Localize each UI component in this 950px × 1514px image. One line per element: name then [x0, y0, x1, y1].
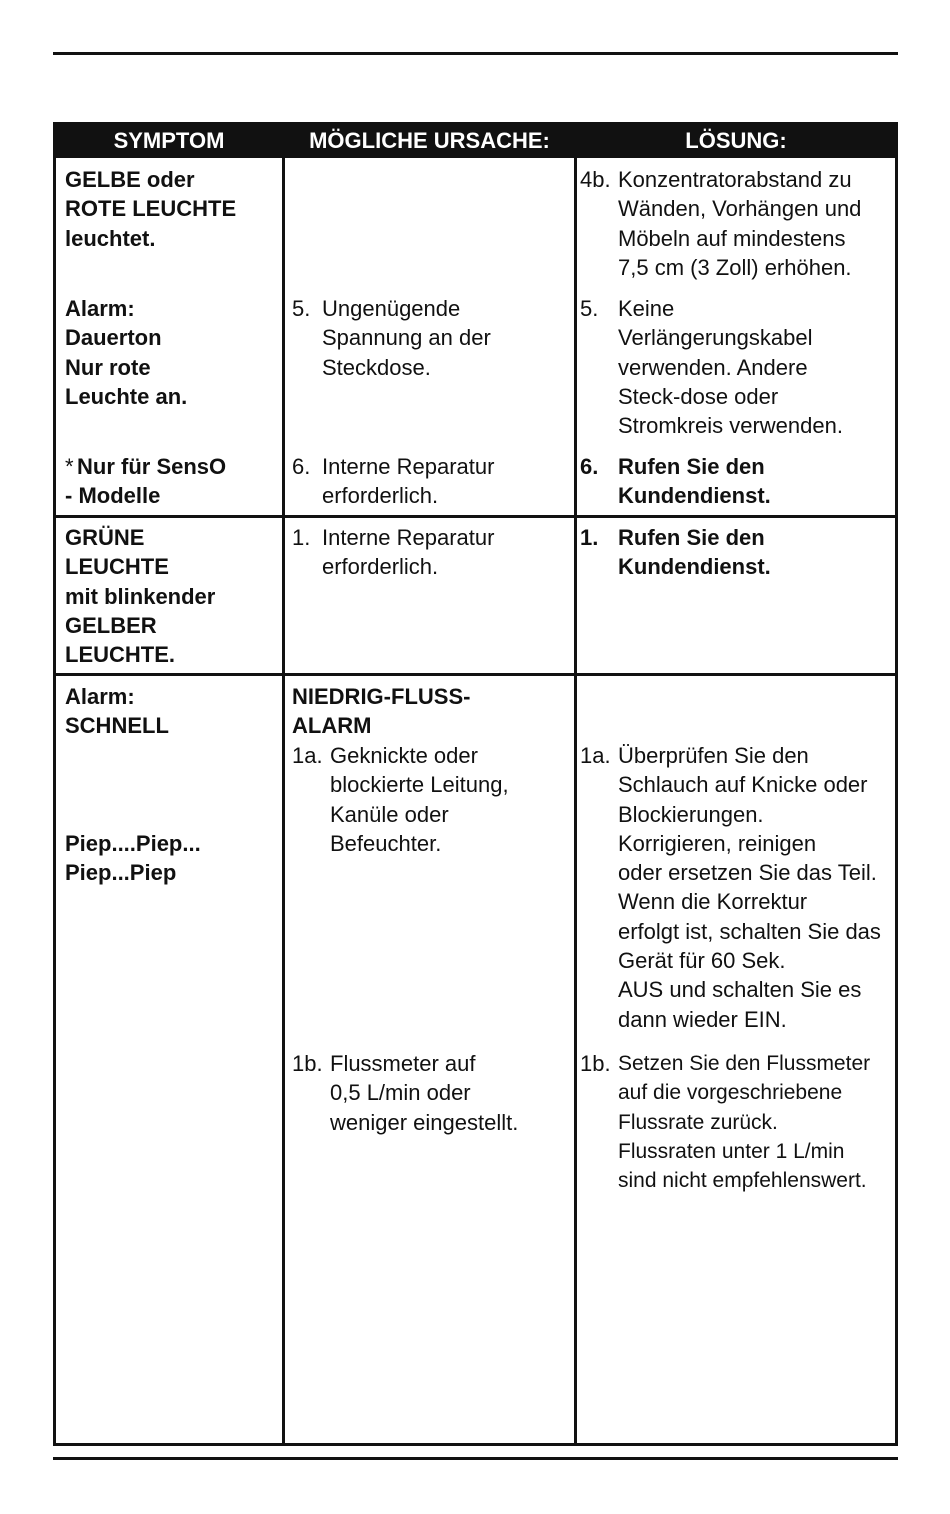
symptom-senso-models: Nur für SensO - Modelle	[65, 454, 227, 509]
solution-1b-number: 1b.	[580, 1051, 611, 1076]
cause-1-number: 1.	[292, 525, 311, 550]
bottom-rule	[53, 1457, 898, 1460]
symptom-continuous-alarm: Alarm: Dauerton Nur rote Leuchte an.	[65, 296, 188, 409]
top-rule	[53, 52, 898, 55]
symptom-beep-pattern: Piep....Piep... Piep...Piep	[65, 831, 201, 886]
solution-4b-number: 4b.	[580, 167, 611, 192]
row-divider	[56, 515, 895, 518]
solution-6-text: Rufen Sie den Kundendienst.	[618, 454, 771, 509]
header-solution: LÖSUNG:	[685, 128, 787, 153]
cause-1-text: Interne Reparatur erforderlich.	[322, 525, 495, 580]
table-header	[56, 125, 895, 158]
column-divider	[574, 125, 577, 1443]
solution-6-number: 6.	[580, 454, 599, 479]
symptom-fast-alarm: Alarm: SCHNELL	[65, 684, 169, 739]
cause-1b-text: Flussmeter auf 0,5 L/min oder weniger eingestellt.	[330, 1051, 519, 1135]
solution-4b-text: Konzentratorabstand zu Wänden, Vorhängen und Möbeln auf mindestens 7,5 cm (3 Zoll) erhöhen.	[618, 167, 862, 280]
solution-1a-number: 1a.	[580, 743, 611, 768]
solution-1-text: Rufen Sie den Kundendienst.	[618, 525, 771, 580]
cause-1a-number: 1a.	[292, 743, 323, 768]
cause-5-number: 5.	[292, 296, 311, 321]
solution-1b-text: Setzen Sie den Flussmeter auf die vorgeschriebene Flussrate zurück. Flussraten unter 1 L/min sind nicht empfehlenswert.	[618, 1052, 871, 1193]
troubleshooting-table	[53, 122, 898, 1446]
row-divider	[56, 673, 895, 676]
column-divider	[282, 125, 285, 1443]
cause-1b-number: 1b.	[292, 1051, 323, 1076]
cause-5-text: Ungenügende Spannung an der Steckdose.	[322, 296, 491, 380]
cause-6-text: Interne Reparatur erforderlich.	[322, 454, 495, 509]
symptom-yellow-red: GELBE oder ROTE LEUCHTE leuchtet.	[65, 167, 237, 251]
cause-6-number: 6.	[292, 454, 311, 479]
solution-1-number: 1.	[580, 525, 599, 550]
symptom-green-blinking-yellow: GRÜNE LEUCHTE mit blinkender GELBER LEUCHTE.	[65, 525, 216, 668]
header-cause: MÖGLICHE URSACHE:	[309, 128, 550, 153]
cause-low-flow-title: NIEDRIG-FLUSS- ALARM	[292, 684, 471, 739]
solution-5-text: Keine Verlängerungskabel verwenden. Andere Steck-dose oder Stromkreis verwenden.	[618, 296, 843, 439]
symptom-senso-star: *	[65, 454, 74, 479]
solution-5-number: 5.	[580, 296, 599, 321]
cause-1a-text: Geknickte oder blockierte Leitung, Kanüle oder Befeuchter.	[330, 743, 509, 856]
solution-1a-text: Überprüfen Sie den Schlauch auf Knicke oder Blockierungen. Korrigieren, reinigen oder ersetzen Sie das Teil. Wenn die Korrektur erfolgt ist, schalten Sie das Gerät für 60 Sek. AUS und schalten Sie es dann wieder EIN.	[618, 743, 881, 1032]
header-symptom: SYMPTOM	[113, 128, 225, 153]
